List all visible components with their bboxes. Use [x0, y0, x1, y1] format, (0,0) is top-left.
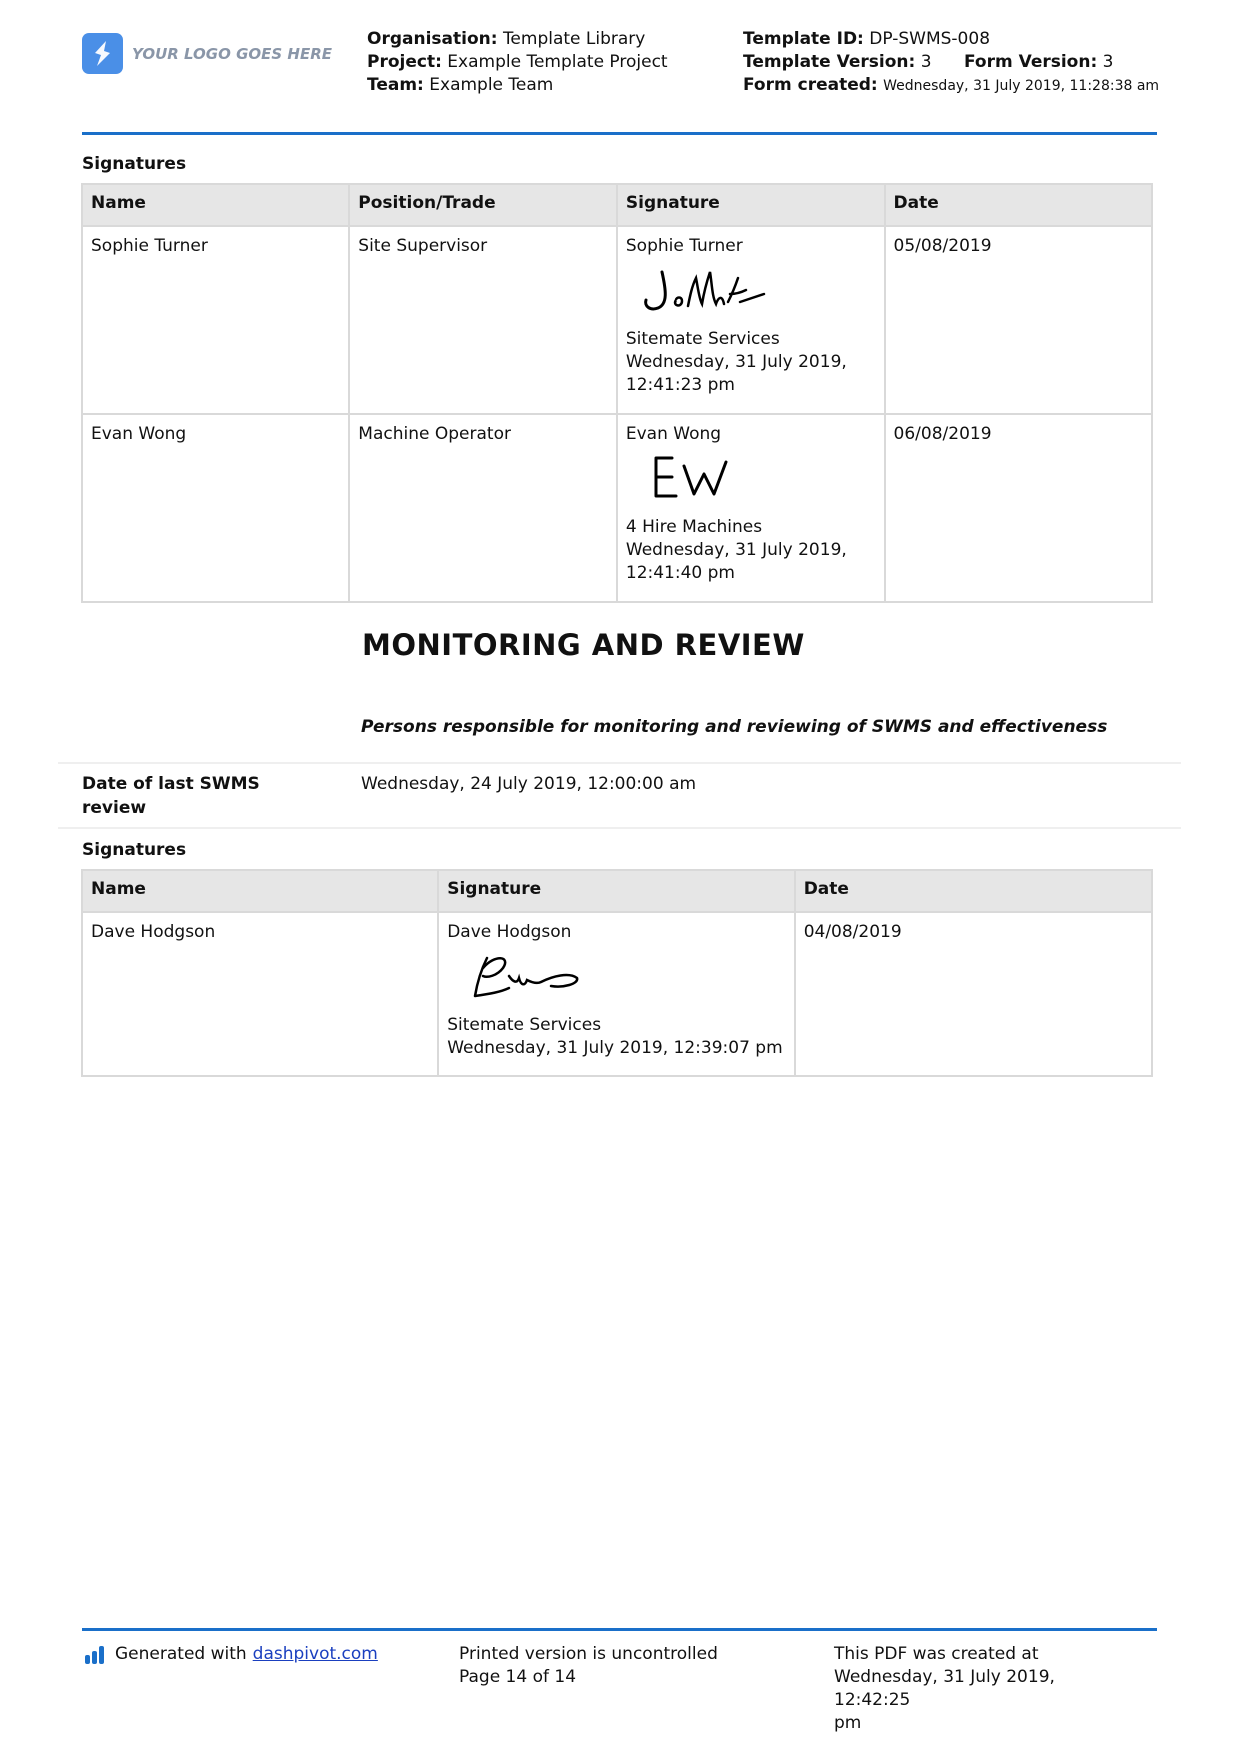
header-project-info — [367, 28, 668, 97]
name-cell: Sophie Turner — [82, 226, 349, 414]
signer-name: Dave Hodgson — [447, 922, 572, 942]
column-header: Name — [82, 184, 349, 226]
position-cell: Machine Operator — [349, 414, 617, 602]
created-timestamp: Wednesday, 31 July 2019, 12:42:25 — [834, 1667, 1055, 1710]
created-line: This PDF was created at — [834, 1644, 1039, 1664]
divider — [58, 827, 1181, 829]
handwritten-signature-image — [632, 260, 782, 322]
footer-print-info — [459, 1643, 718, 1689]
form-created-label: Form created: — [743, 75, 878, 95]
dashpivot-link[interactable]: dashpivot.com — [252, 1644, 378, 1664]
signature-cell — [438, 912, 794, 1076]
signed-time: 12:41:23 pm — [625, 375, 735, 395]
signer-name: Evan Wong — [625, 424, 722, 444]
column-header: Position/Trade — [349, 184, 617, 226]
review-date-value: Wednesday, 24 July 2019, 12:00:00 am — [361, 774, 697, 794]
date-cell: 06/08/2019 — [885, 414, 1152, 602]
signatures-label: Signatures — [82, 154, 187, 174]
table-row — [82, 912, 1152, 1076]
table-header-row — [82, 184, 1152, 226]
signed-time: 12:41:40 pm — [625, 563, 735, 583]
signatures-label: Signatures — [82, 840, 187, 860]
organisation-label: Organisation: — [367, 29, 498, 49]
form-version-value: 3 — [1102, 52, 1114, 72]
project-label: Project: — [367, 52, 442, 72]
signer-company: Sitemate Services — [447, 1015, 602, 1035]
signed-date: Wednesday, 31 July 2019, 12:39:07 pm — [447, 1038, 783, 1058]
header-divider — [82, 132, 1157, 135]
signer-company: 4 Hire Machines — [625, 517, 763, 537]
footer-generated — [85, 1643, 378, 1666]
project-value: Example Template Project — [447, 52, 668, 72]
company-logo — [82, 33, 333, 77]
footer-divider — [82, 1628, 1157, 1631]
table-header-row — [82, 870, 1152, 912]
name-cell: Dave Hodgson — [82, 912, 438, 1076]
handwritten-signature-image — [632, 448, 782, 510]
signed-date: Wednesday, 31 July 2019, — [625, 540, 847, 560]
template-version-value: 3 — [920, 52, 932, 72]
signature-cell — [617, 414, 885, 602]
created-timestamp-suffix: pm — [834, 1713, 862, 1733]
page-header — [82, 28, 1160, 132]
signatures-table — [81, 183, 1153, 603]
column-header: Signature — [617, 184, 885, 226]
column-header: Signature — [438, 870, 794, 912]
logo-icon — [82, 33, 123, 74]
logo-text: YOUR LOGO GOES HERE — [132, 45, 333, 63]
footer-created-info — [834, 1643, 1134, 1735]
template-id-label: Template ID: — [743, 29, 864, 49]
column-header: Date — [885, 184, 1152, 226]
column-header: Date — [795, 870, 1152, 912]
table-row — [82, 414, 1152, 602]
team-value: Example Team — [429, 75, 554, 95]
template-version-label: Template Version: — [743, 52, 916, 72]
divider — [58, 762, 1181, 764]
organisation-value: Template Library — [502, 29, 646, 49]
position-cell: Site Supervisor — [349, 226, 617, 414]
template-id-value: DP-SWMS-008 — [869, 29, 991, 49]
section-title: MONITORING AND REVIEW — [362, 628, 805, 662]
dashpivot-bars-icon — [85, 1646, 107, 1664]
printed-notice: Printed version is uncontrolled — [459, 1644, 718, 1664]
handwritten-signature-image — [453, 946, 603, 1008]
page-number: Page 14 of 14 — [459, 1667, 577, 1687]
team-label: Team: — [367, 75, 424, 95]
form-version-label: Form Version: — [963, 52, 1098, 72]
signer-name: Sophie Turner — [625, 236, 743, 256]
generated-prefix: Generated with — [115, 1644, 247, 1664]
column-header: Name — [82, 870, 438, 912]
review-signatures-table — [81, 869, 1153, 1077]
signature-cell — [617, 226, 885, 414]
table-row — [82, 226, 1152, 414]
signed-date: Wednesday, 31 July 2019, — [625, 352, 847, 372]
date-cell: 04/08/2019 — [795, 912, 1152, 1076]
form-created-value: Wednesday, 31 July 2019, 11:28:38 am — [883, 78, 1160, 94]
signer-company: Sitemate Services — [625, 329, 780, 349]
section-subtitle: Persons responsible for monitoring and reviewing of SWMS and effectiveness — [361, 717, 1108, 737]
name-cell: Evan Wong — [82, 414, 349, 602]
review-date-label: Date of last SWMS review — [82, 774, 260, 818]
header-template-info — [743, 28, 1163, 98]
date-cell: 05/08/2019 — [885, 226, 1152, 414]
